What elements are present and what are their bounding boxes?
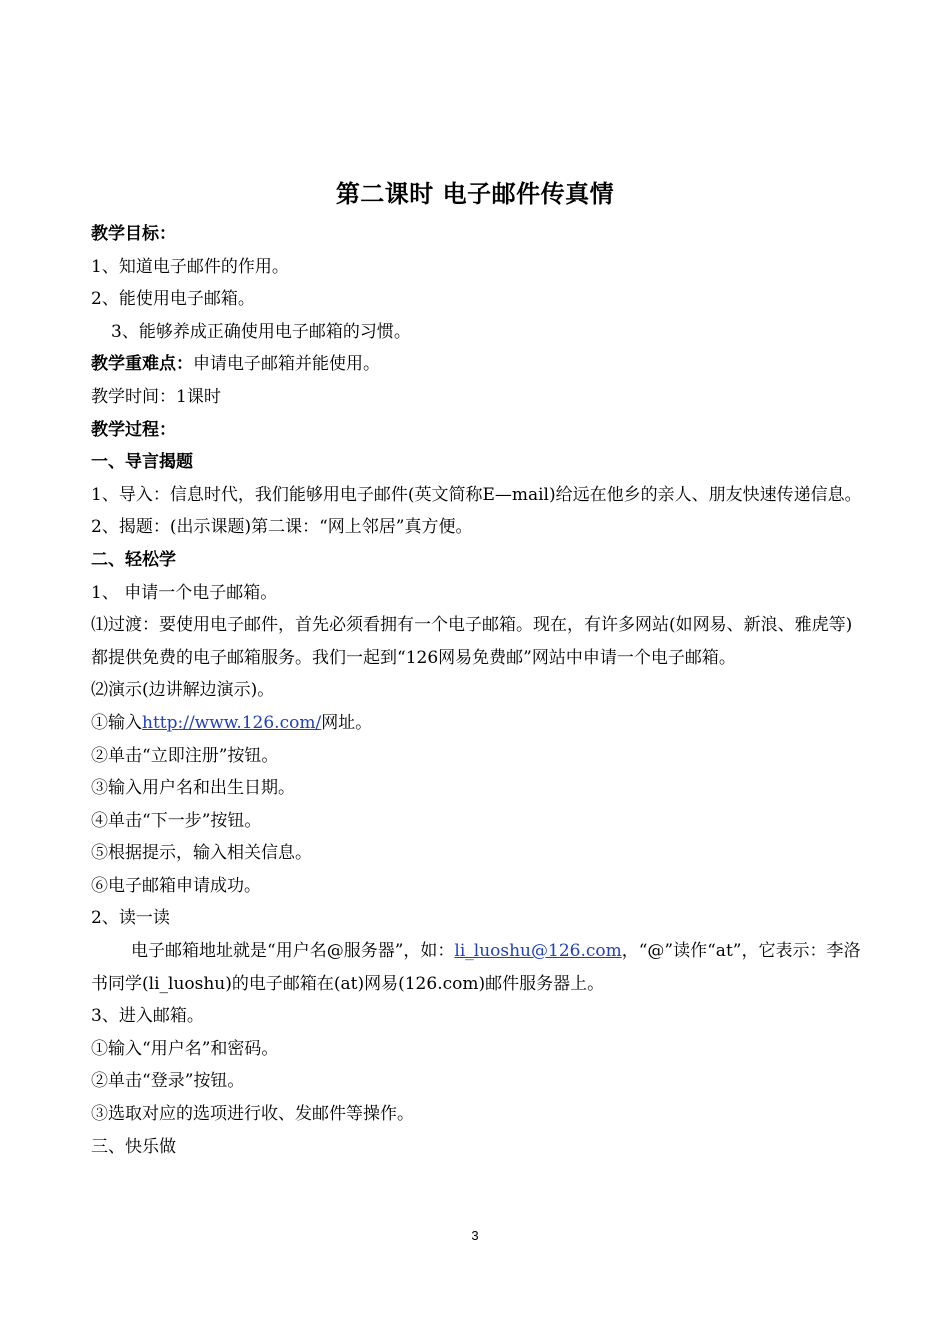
goal-item: 1、知道电子邮件的作用。 — [91, 256, 289, 277]
email-link[interactable]: li_luoshu@126.com — [454, 941, 622, 962]
step-suffix: 网址。 — [321, 712, 373, 733]
step-item: ④单击“下一步”按钮。 — [91, 810, 262, 831]
step-item: ③选取对应的选项进行收、发邮件等操作。 — [91, 1104, 414, 1125]
website-link[interactable]: http://www.126.com/ — [142, 712, 322, 733]
step-item: ③输入用户名和出生日期。 — [91, 778, 295, 799]
subsection-item: 3、进入邮箱。 — [91, 1006, 204, 1027]
step-item: ②单击“立即注册”按钮。 — [91, 745, 279, 766]
step-item: ⑥电子邮箱申请成功。 — [91, 875, 261, 896]
step-item: ②单击“登录”按钮。 — [91, 1071, 245, 1092]
read-prefix: 电子邮箱地址就是“用户名@服务器”，如： — [131, 941, 455, 962]
step-item: ⑤根据提示，输入相关信息。 — [91, 843, 312, 864]
page-title: 第二课时 电子邮件传真情 — [335, 180, 615, 208]
subsection-item: 2、读一读 — [91, 908, 170, 929]
process-heading: 教学过程： — [91, 419, 176, 440]
intro-paragraph: 1、导入：信息时代，我们能够用电子邮件(英文简称E—mail)给远在他乡的亲人、朋友快速传递信息。 — [91, 484, 862, 505]
step-prefix: ①输入 — [91, 712, 142, 733]
page-number: 3 — [471, 1228, 479, 1243]
section-heading-3: 三、快乐做 — [91, 1136, 176, 1157]
read-paragraph — [91, 935, 863, 1000]
subsection-item: 1、 申请一个电子邮箱。 — [91, 582, 278, 603]
key-points-label: 教学重难点： — [91, 354, 193, 375]
teaching-time: 教学时间：1课时 — [91, 386, 221, 407]
key-points — [91, 348, 863, 381]
transition-paragraph: ⑴过渡：要使用电子邮件，首先必须看拥有一个电子邮箱。现在，有许多网站(如网易、新浪、雅虎等)都提供免费的电子邮箱服务。我们一起到“126网易免费邮”网站中申请一个电子邮箱。 — [91, 615, 853, 668]
goal-item: 2、能使用电子邮箱。 — [91, 289, 255, 310]
read-suffix: ，“@”读作“at”，它表示：李洛书同学(li_luoshu)的电子邮箱在(at)网易(126.com)邮件服务器上。 — [91, 941, 861, 994]
step-item — [91, 707, 863, 740]
key-points-text: 申请电子邮箱并能使用。 — [193, 354, 380, 375]
step-item: ①输入“用户名”和密码。 — [91, 1038, 279, 1059]
demo-line: ⑵演示(边讲解边演示)。 — [91, 680, 275, 701]
goals-heading: 教学目标： — [91, 224, 176, 244]
goal-item: 3、能够养成正确使用电子邮箱的习惯。 — [111, 321, 411, 342]
section-heading-1: 一、导言揭题 — [91, 452, 193, 473]
document-body — [91, 218, 863, 1163]
reveal-paragraph: 2、揭题：(出示课题)第二课：“网上邻居”真方便。 — [91, 517, 473, 538]
section-heading-2: 二、轻松学 — [91, 549, 176, 570]
